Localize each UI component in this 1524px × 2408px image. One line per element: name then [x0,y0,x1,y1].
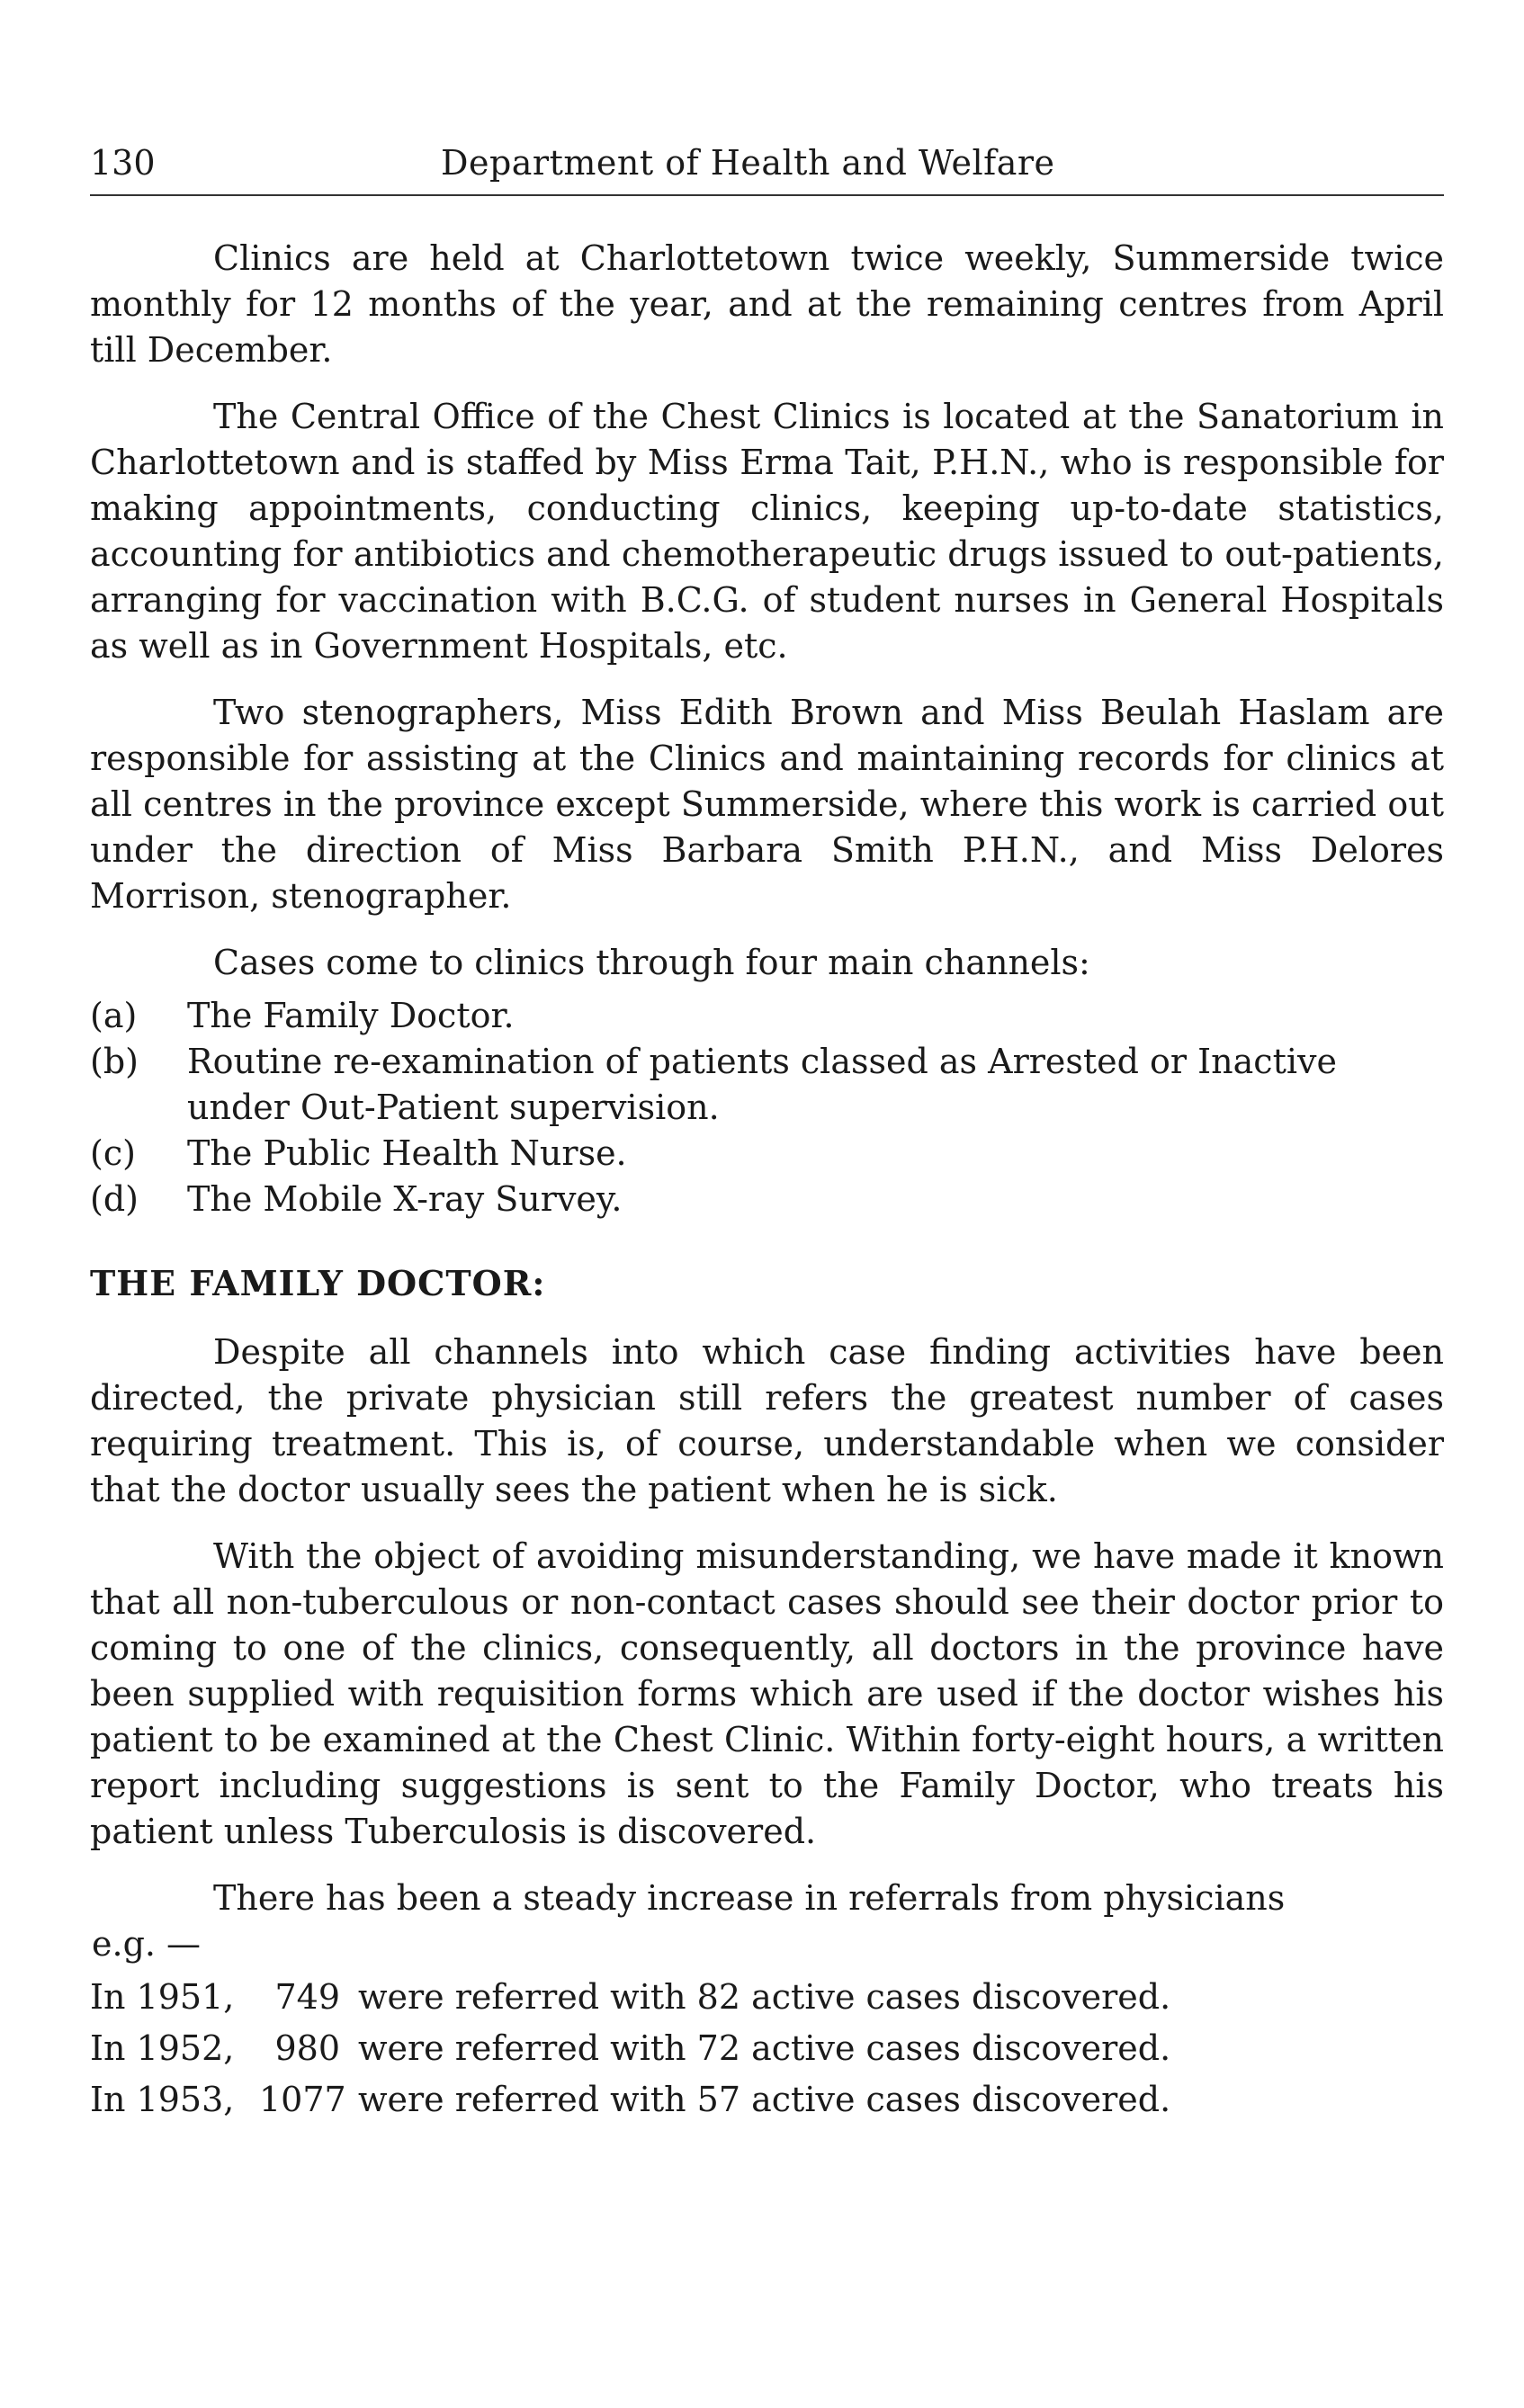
referral-year: In 1952, [90,2028,235,2068]
list-item-text: Routine re-examination of patients classed as Arrested or Inactive under Out-Patient supervision. [187,1042,1337,1127]
paragraph-central-office: The Central Office of the Chest Clinics is located at the Sanatorium in Charlottetown and is staffed by Miss Erma Tait, P.H.N., who is responsible for making appointments, conducting clinics, keeping up-to-date statistics, accounting for antibiotics and chemotherapeutic drugs issued to out-patients, arranging for vaccination with B.C.G. of student nurses in General Hospitals as well as in Government Hospitals, etc. [90,397,1444,666]
referral-text: were referred with 57 active cases discovered. [358,2080,1171,2119]
page-number: 130 [90,143,156,183]
header-title: Department of Health and Welfare [441,143,1055,183]
referrals-table [90,1974,1444,2123]
table-row [90,1974,1444,2020]
list-marker: (a) [90,996,138,1035]
section-heading: THE FAMILY DOCTOR: [90,1263,546,1303]
paragraph-clinic-schedule: Clinics are held at Charlottetown twice weekly, Summerside twice monthly for 12 months of the year, and at the remaining centres from April till December. [90,238,1444,370]
list-item [90,1039,1444,1131]
document-page [90,135,1444,2119]
paragraph-requisition-forms: With the object of avoiding misunderstanding, we have made it known that all non-tuberculous or non-contact cases should see their doctor prior to coming to one of the clinics, consequently, all doctors in the province have been supplied with requisition forms which are used if the doctor wishes his patient to be examined at the Chest Clinic. Within forty-eight hours, a written report including suggestions is sent to the Family Doctor, who treats his patient unless Tuberculosis is discovered. [90,1536,1444,1851]
referral-count: 980 [274,2028,340,2068]
list-item [90,1131,1444,1177]
header-rule [90,194,1444,196]
referral-text: were referred with 82 active cases discovered. [358,1977,1171,2017]
page-body [90,236,1444,2128]
list-item [90,993,1444,1039]
channels-list [90,993,1444,1222]
running-header [90,135,1444,191]
paragraph-stenographers: Two stenographers, Miss Edith Brown and Miss Beulah Haslam are responsible for assisting at the Clinics and maintaining records for clinics at all centres in the province except Summerside, where this work is carried out under the direction of Miss Barbara Smith P.H.N., and Miss Delores Morrison, stenographer. [90,693,1444,916]
referral-text: were referred with 72 active cases discovered. [358,2028,1171,2068]
list-item-text: The Family Doctor. [187,996,515,1035]
paragraph-private-physician: Despite all channels into which case finding activities have been directed, the private physician still refers the greatest number of cases requiring treatment. This is, of course, understandable when we consider that the doctor usually sees the patient when he is sick. [90,1332,1444,1509]
paragraph-channels-intro: Cases come to clinics through four main channels: [213,943,1090,982]
referral-year: In 1953, [90,2080,235,2119]
list-marker: (b) [90,1042,139,1081]
list-item [90,1177,1444,1222]
table-row [90,2077,1444,2123]
table-row [90,2026,1444,2072]
list-item-text: The Mobile X-ray Survey. [187,1179,623,1219]
list-marker: (c) [90,1133,136,1173]
list-item-text: The Public Health Nurse. [187,1133,627,1173]
referral-count: 1077 [259,2080,346,2119]
list-marker: (d) [90,1179,139,1219]
referral-year: In 1951, [90,1977,235,2017]
referral-count: 749 [274,1977,340,2017]
example-marker: e.g. — [92,1924,202,1964]
paragraph-referral-increase: There has been a steady increase in referrals from physicians [213,1878,1286,1918]
